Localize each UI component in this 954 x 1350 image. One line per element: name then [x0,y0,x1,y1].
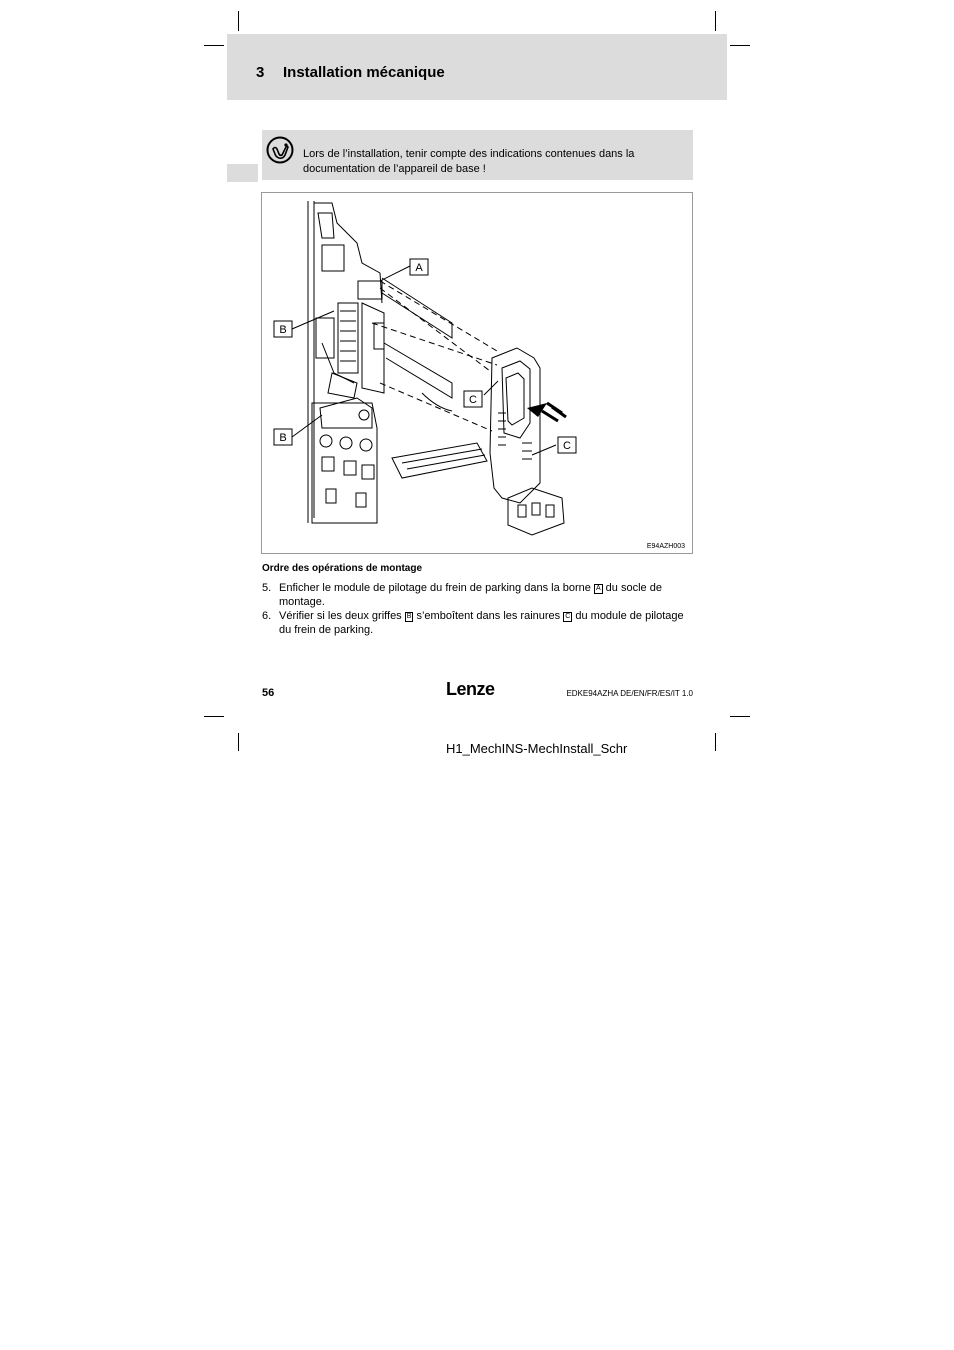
chapter-number: 3 [256,64,265,81]
step-text: Enficher le module de pilotage du frein de parking dans la borne A du socle de montage. [279,582,662,608]
chapter-title: Installation mécanique [283,64,445,81]
side-tab [227,164,258,182]
crop-mark [730,716,750,717]
note-line-1: Lors de l’installation, tenir compte des indications contenues dans la [303,148,635,160]
label-a: A [415,262,423,274]
source-file-name: H1_MechINS-MechInstall_Schr [446,741,628,756]
note-box [262,130,693,180]
step-text: Vérifier si les deux griffes B s’emboîtent dans les rainures C du module de pilotage du frein de parking. [279,610,684,636]
chapter-heading [256,64,445,81]
document-code: EDKE94AZHA DE/EN/FR/ES/IT 1.0 [566,689,693,698]
step-number: 6. [262,610,272,622]
crop-mark [238,733,239,751]
crop-mark [204,45,224,46]
hand-pointing-icon [266,136,294,164]
lenze-logo: Lenze [446,679,495,699]
installation-figure [261,192,693,554]
crop-mark [204,716,224,717]
label-b2: B [279,432,287,444]
crop-mark [715,733,716,751]
key-box-a: A [595,585,601,592]
key-box-c: C [565,613,571,620]
key-box-b: B [406,613,412,620]
step-number: 5. [262,582,272,594]
crop-mark [715,11,716,31]
installation-drawing [262,193,694,555]
note-text [303,147,683,177]
section-title: Ordre des opérations de montage [262,563,423,574]
note-line-2: documentation de l’appareil de base ! [303,163,486,175]
label-b1: B [279,324,287,336]
figure-id: E94AZH003 [646,543,685,550]
page-number: 56 [262,687,275,699]
crop-mark [730,45,750,46]
label-c2: C [563,440,571,452]
label-c1: C [469,394,477,406]
crop-mark [238,11,239,31]
